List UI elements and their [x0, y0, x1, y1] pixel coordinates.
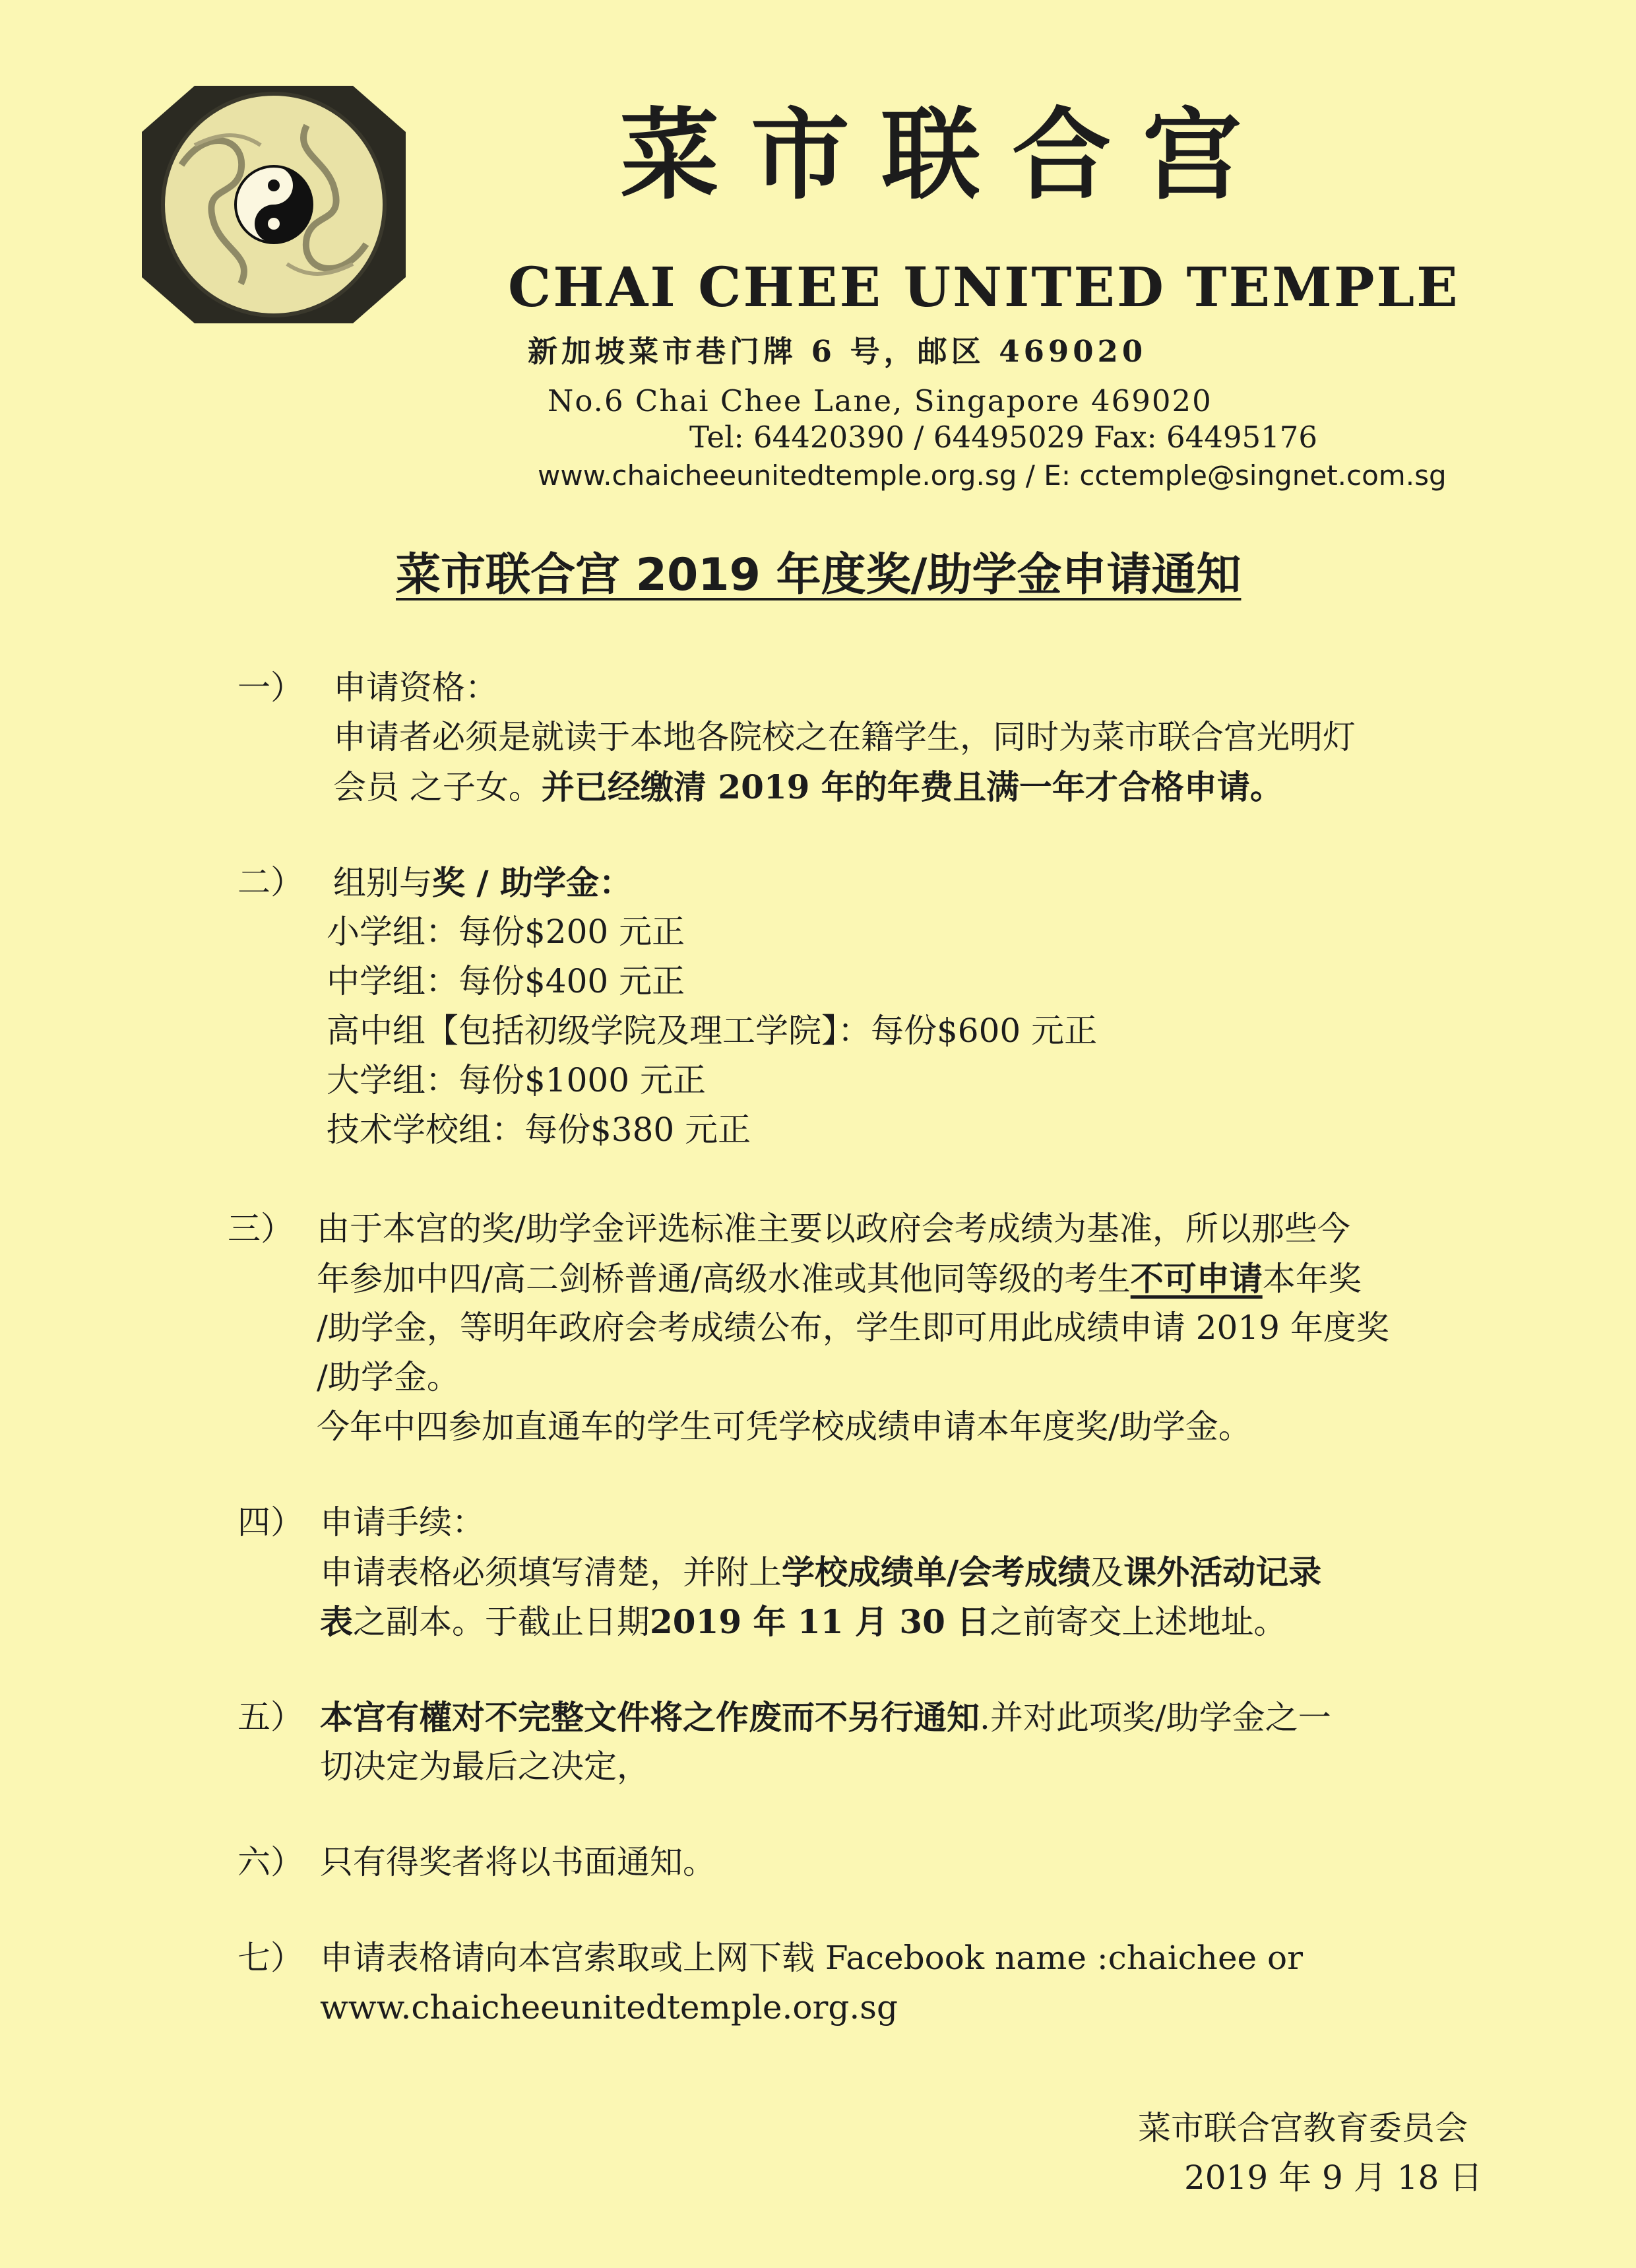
section-2-heading-text: 组别与	[333, 864, 432, 902]
section-2-heading-bold: 奖 / 助学金：	[432, 863, 633, 902]
section-3-line: /助学金，等明年政府会考成绩公布，学生即可用此成绩申请 2019 年度奖	[317, 1309, 1389, 1347]
section-4-text: 申请表格必须填写清楚，并附上	[320, 1553, 782, 1592]
section-3-number: 三）	[228, 1210, 294, 1248]
award-item: 大学组：每份$1000 元正	[327, 1061, 706, 1099]
temple-name-cn: 菜市联合宫	[620, 97, 1274, 213]
section-1-number: 一）	[237, 668, 303, 707]
yin-yang-icon	[236, 166, 312, 243]
signature-date: 2019 年 9 月 18 日	[1184, 2158, 1483, 2197]
section-6-number: 六）	[237, 1843, 303, 1881]
section-2-number: 二）	[237, 863, 303, 901]
section-3-text: 年参加中四/高二剑桥普通/高级水准或其他同等级的考生	[317, 1260, 1131, 1298]
contact-web: www.chaicheeunitedtemple.org.sg / E: cctemple@singnet.com.sg	[538, 459, 1447, 492]
section-5-text: .并对此项奖/助学金之一	[980, 1699, 1331, 1737]
section-1-line	[333, 762, 1283, 812]
contact-phone: Tel: 64420390 / 64495029 Fax: 64495176	[689, 420, 1318, 455]
section-4-bold-text: 学校成绩单/会考成绩	[782, 1553, 1091, 1592]
section-1-line: 申请者必须是就读于本地各院校之在籍学生，同时为菜市联合宫光明灯	[333, 718, 1356, 756]
temple-name-en: CHAI CHEE UNITED TEMPLE	[508, 256, 1460, 319]
section-3-line: /助学金。	[317, 1358, 460, 1396]
section-4-deadline: 2019 年 11 月 30 日	[650, 1602, 990, 1641]
section-1-bold-text: 并已经缴清 2019 年的年费且满一年才合格申请。	[541, 767, 1283, 806]
section-3-line: 由于本宫的奖/助学金评选标准主要以政府会考成绩为基准，所以那些今	[317, 1210, 1350, 1248]
section-2-heading	[333, 858, 632, 908]
address-en: No.6 Chai Chee Lane, Singapore 469020	[548, 383, 1212, 418]
award-item: 技术学校组：每份$380 元正	[327, 1111, 751, 1149]
address-cn: 新加坡菜市巷门牌 6 号，邮区 469020	[528, 334, 1147, 369]
section-1-heading: 申请资格：	[333, 668, 498, 707]
section-3-line	[317, 1254, 1362, 1304]
section-4-number: 四）	[237, 1503, 303, 1541]
section-4-heading: 申请手续：	[320, 1503, 485, 1541]
section-5-bold-text: 本宫有權对不完整文件将之作废而不另行通知	[320, 1698, 980, 1737]
section-5-line	[320, 1693, 1331, 1743]
award-item: 高中组【包括初级学院及理工学院】：每份$600 元正	[327, 1012, 1098, 1050]
award-item: 小学组：每份$200 元正	[327, 913, 685, 951]
section-4-text: 及	[1090, 1553, 1124, 1592]
section-3-text: 本年奖	[1262, 1260, 1362, 1298]
section-5-number: 五）	[237, 1698, 303, 1736]
section-1-text: 会员 之子女。	[333, 768, 542, 806]
section-7-line: www.chaicheeunitedtemple.org.sg	[320, 1988, 898, 2026]
notice-title: 菜市联合宫 2019 年度奖/助学金申请通知	[396, 549, 1242, 601]
section-7-number: 七）	[237, 1939, 303, 1977]
section-4-line	[320, 1547, 1321, 1598]
section-5-line: 切决定为最后之决定，	[320, 1747, 650, 1786]
section-6-line: 只有得奖者将以书面通知。	[320, 1843, 716, 1881]
section-4-text: 之前寄交上述地址。	[990, 1603, 1287, 1641]
section-4-line	[320, 1597, 1286, 1647]
section-3-underlined-text: 不可申请	[1130, 1259, 1263, 1298]
section-7-line: 申请表格请向本宫索取或上网下载 Facebook name :chaichee or	[320, 1939, 1304, 1977]
section-4-bold-text: 表	[320, 1602, 353, 1641]
award-item: 中学组：每份$400 元正	[327, 962, 685, 1000]
section-4-text: 之副本。于截止日期	[353, 1603, 650, 1641]
section-3-line: 今年中四参加直通车的学生可凭学校成绩申请本年度奖/助学金。	[317, 1408, 1251, 1446]
section-4-bold-text: 课外活动记录	[1123, 1553, 1322, 1592]
temple-logo	[142, 86, 406, 323]
signature-org: 菜市联合宫教育委员会	[1138, 2109, 1468, 2147]
